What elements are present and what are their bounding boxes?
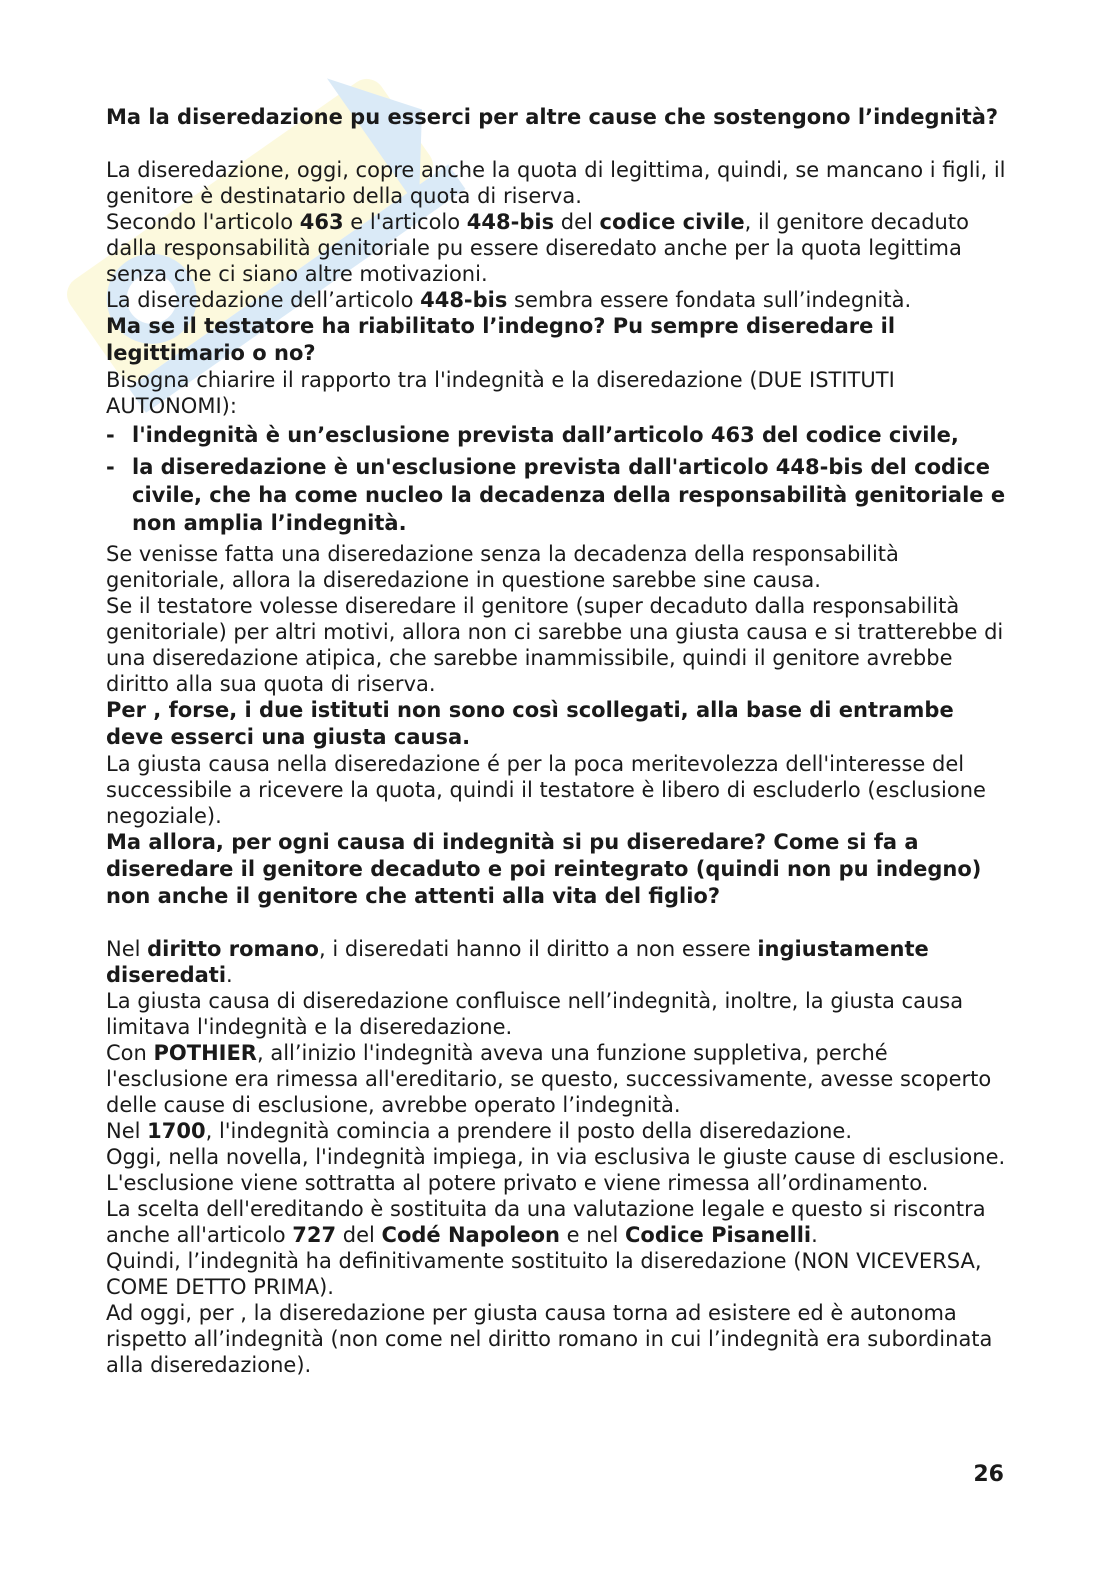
paragraph: Oggi, nella novella, l'indegnità impiega, in via esclusiva le giuste cause di esclusione. <box>106 1145 1006 1169</box>
paragraph: La giusta causa di diseredazione confluisce nell’indegnità, inoltre, la giusta causa limitava l'indegnità e la diseredazione. <box>106 989 964 1039</box>
paragraph: Se venisse fatta una diseredazione senza la decadenza della responsabilità genitoriale, allora la diseredazione in questione sarebbe sine causa. <box>106 542 899 592</box>
dash-list <box>106 421 1006 537</box>
list-item: - la diseredazione è un'esclusione prevista dall'articolo 448-bis del codice civile, che ha come nucleo la decadenza della responsabilità genitoriale e non amplia l’indegnità. <box>106 455 1006 535</box>
list-item: - l'indegnità è un’esclusione prevista dall’articolo 463 del codice civile, <box>106 423 959 447</box>
paragraph: L'esclusione viene sottratta al potere privato e viene rimessa all’ordinamento. <box>106 1171 929 1195</box>
question: Per , forse, i due istituti non sono così scollegati, alla base di entrambe deve esserci una giusta causa. <box>106 698 954 749</box>
document-body <box>106 104 1006 1378</box>
paragraph: Se il testatore volesse diseredare il genitore (super decaduto dalla responsabilità genitoriale) per altri motivi, allora non ci sarebbe una giusta causa e si tratterebbe di una diseredazione atipica, che sarebbe inammissibile, quindi il genitore avrebbe diritto alla sua quota di riserva. <box>106 594 1004 696</box>
question: Ma allora, per ogni causa di indegnità si pu diseredare? Come si fa a diseredare il genitore decaduto e poi reintegrato (quindi non pu indegno) non anche il genitore che attenti alla vita del figlio? <box>106 830 982 908</box>
paragraph: La diseredazione, oggi, copre anche la quota di legittima, quindi, se mancano i figli, il genitore è destinatario della quota di riserva. <box>106 158 1006 208</box>
paragraph: Ad oggi, per , la diseredazione per giusta causa torna ad esistere ed è autonoma rispetto all’indegnità (non come nel diritto romano in cui l’indegnità era subordinata alla diseredazione). <box>106 1301 993 1377</box>
question: Ma se il testatore ha riabilitato l’indegno? Pu sempre diseredare il legittimario o no? <box>106 314 896 365</box>
paragraph: Nel 1700, l'indegnità comincia a prendere il posto della diseredazione. <box>106 1119 853 1143</box>
paragraph: La diseredazione dell’articolo 448-bis sembra essere fondata sull’indegnità. <box>106 288 912 312</box>
paragraph: Nel diritto romano, i diseredati hanno il diritto a non essere ingiustamente diseredati. <box>106 937 929 987</box>
paragraph: Secondo l'articolo 463 e l'articolo 448-bis del codice civile, il genitore decaduto dalla responsabilità genitoriale pu essere diseredato anche per la quota legittima senza che ci siano altre motivazioni. <box>106 210 969 286</box>
paragraph: Quindi, l’indegnità ha definitivamente sostituito la diseredazione (NON VICEVERSA, COME DETTO PRIMA). <box>106 1249 982 1299</box>
section-heading: Ma la diseredazione pu esserci per altre cause che sostengono l’indegnità? <box>106 105 999 129</box>
paragraph: La giusta causa nella diseredazione é per la poca meritevolezza dell'interesse del successibile a ricevere la quota, quindi il testatore è libero di escluderlo (esclusione negoziale). <box>106 752 986 828</box>
paragraph: Con POTHIER, all’inizio l'indegnità aveva una funzione suppletiva, perché l'esclusione era rimessa all'ereditario, se questo, successivamente, avesse scoperto delle cause di esclusione, avrebbe operato l’indegnità. <box>106 1041 992 1117</box>
page-number: 26 <box>973 1462 1004 1487</box>
paragraph: La scelta dell'ereditando è sostituita da una valutazione legale e questo si riscontra anche all'articolo 727 del Codé Napoleon e nel Codice Pisanelli. <box>106 1197 986 1247</box>
paragraph: Bisogna chiarire il rapporto tra l'indegnità e la diseredazione (DUE ISTITUTI AUTONOMI): <box>106 368 895 418</box>
